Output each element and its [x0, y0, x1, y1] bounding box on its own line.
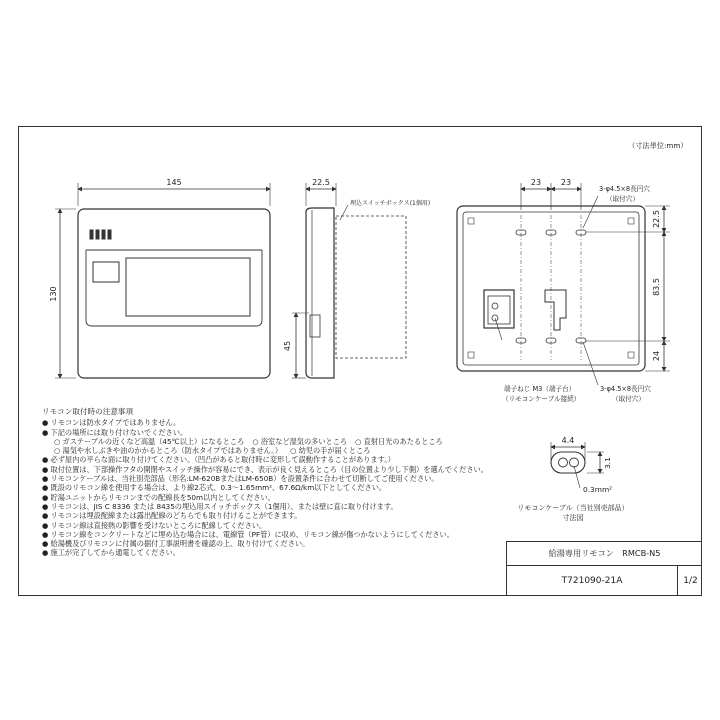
drawing-code: T721090-21A [561, 576, 623, 586]
back-view [457, 183, 670, 385]
installation-notes [42, 407, 512, 558]
note-item: ● リモコン線は直接熱の影響を受けないところに配線してください。 [42, 520, 267, 530]
note-item: ● 貯湯ユニットからリモコンまでの配線長を50m以内としてください。 [42, 492, 275, 502]
note-item: ● 下記の場所には取り付けないでください。 [42, 427, 188, 437]
back-dim-top-right: 23 [560, 178, 572, 187]
front-height-dim: 130 [49, 286, 58, 302]
note-item: ● リモコンケーブルは、当社別売部品（形名:LM-620BまたはLM-650B）を設置条件に合わせて切断してご使用ください。 [42, 474, 439, 484]
hole-top-label: 3-φ4.5×8長円穴 [599, 185, 650, 193]
terminal-label: 端子ねじ M3（端子台） [504, 385, 576, 393]
cable-width-dim: 4.4 [561, 436, 575, 445]
page-number: 1/2 [677, 566, 703, 596]
back-dim-right-middle: 83.5 [652, 278, 661, 296]
note-item: ● 必ず屋内の平らな面に取り付けてください。（凹凸があると取付時に変形して誤動作することがあります。） [42, 455, 395, 465]
note-sub-row-a [42, 437, 512, 446]
note-sub-row-b [42, 446, 512, 455]
title-block-code-row [506, 565, 702, 596]
note-sub-item: ○ 直射日光のあたるところ [355, 436, 443, 446]
back-dim-right-top: 22.5 [652, 210, 661, 228]
unit-note: （寸法単位:mm） [628, 141, 688, 150]
note-sub-item: ○ 湯気や水しぶきや油のかかるところ（防水タイプではありません。） [54, 446, 283, 456]
front-view [55, 183, 270, 378]
note-item: ● リモコンは埋設配線または露出配線のどちらでも取り付けることができます。 [42, 511, 302, 521]
terminal-sub: （リモコンケーブル接続） [502, 395, 581, 403]
note-sub-item: ○ 浴室など湿気の多いところ [252, 436, 348, 446]
hole-top-sub: （取付穴） [606, 195, 639, 203]
title-block [506, 541, 702, 596]
note-sub-item: ○ ガステーブルの近くなど高温（45℃以上）になるところ [54, 436, 245, 446]
hole-bottom-sub: （取付穴） [612, 395, 645, 403]
cable-section [551, 442, 604, 488]
notes-heading: リモコン取付時の注意事項 [42, 407, 134, 416]
note-sub-item: ○ 幼児の手が届くところ [290, 446, 371, 456]
note-item: ● 取付位置は、下部操作フタの開閉やスイッチ操作が容易にでき、表示が良く見えるところ（目の位置より少し下側）を選んでください。 [42, 464, 488, 474]
side-view [292, 183, 406, 378]
note-item: ● リモコンは、JIS C 8336 または 8435の埋込用スイッチボックス（1個用）、または壁に直に取り付けます。 [42, 501, 398, 511]
switch-box-label: 埋込スイッチボックス(1個用) [350, 200, 431, 207]
note-item: ● 既設のリモコン線を使用する場合は、より線2芯式、0.3～1.65mm²、67.6Ω/km以下としてください。 [42, 483, 387, 493]
note-item: ● 給湯機及びリモコンに付属の据付工事説明書を確認の上、取り付けてください。 [42, 539, 310, 549]
hole-bottom-label: 3-φ4.5×8長円穴 [600, 385, 651, 393]
note-item: ● リモコン線をコンクリートなどに埋め込む場合には、電線管（PF管）に収め、リモコン線が傷つかないようにしてください。 [42, 529, 454, 539]
cable-height-dim: 3.1 [603, 457, 612, 469]
side-bottom-dim: 45 [283, 340, 292, 352]
cable-caption-line1: リモコンケーブル（当社別売部品） [517, 504, 629, 512]
back-dim-top-left: 23 [530, 178, 542, 187]
title-block-title: 給湯専用リモコン RMCB-N5 [506, 541, 702, 565]
note-item: ● リモコンは防水タイプではありません。 [42, 418, 181, 428]
side-depth-dim: 22.5 [312, 178, 330, 187]
cable-section-dim: 0.3mm² [583, 485, 613, 494]
front-width-dim: 145 [166, 178, 182, 187]
back-dim-right-bottom: 24 [652, 350, 661, 362]
cable-caption-line2: 寸法図 [562, 514, 584, 522]
note-item: ● 施工が完了してから通電してください。 [42, 548, 180, 558]
